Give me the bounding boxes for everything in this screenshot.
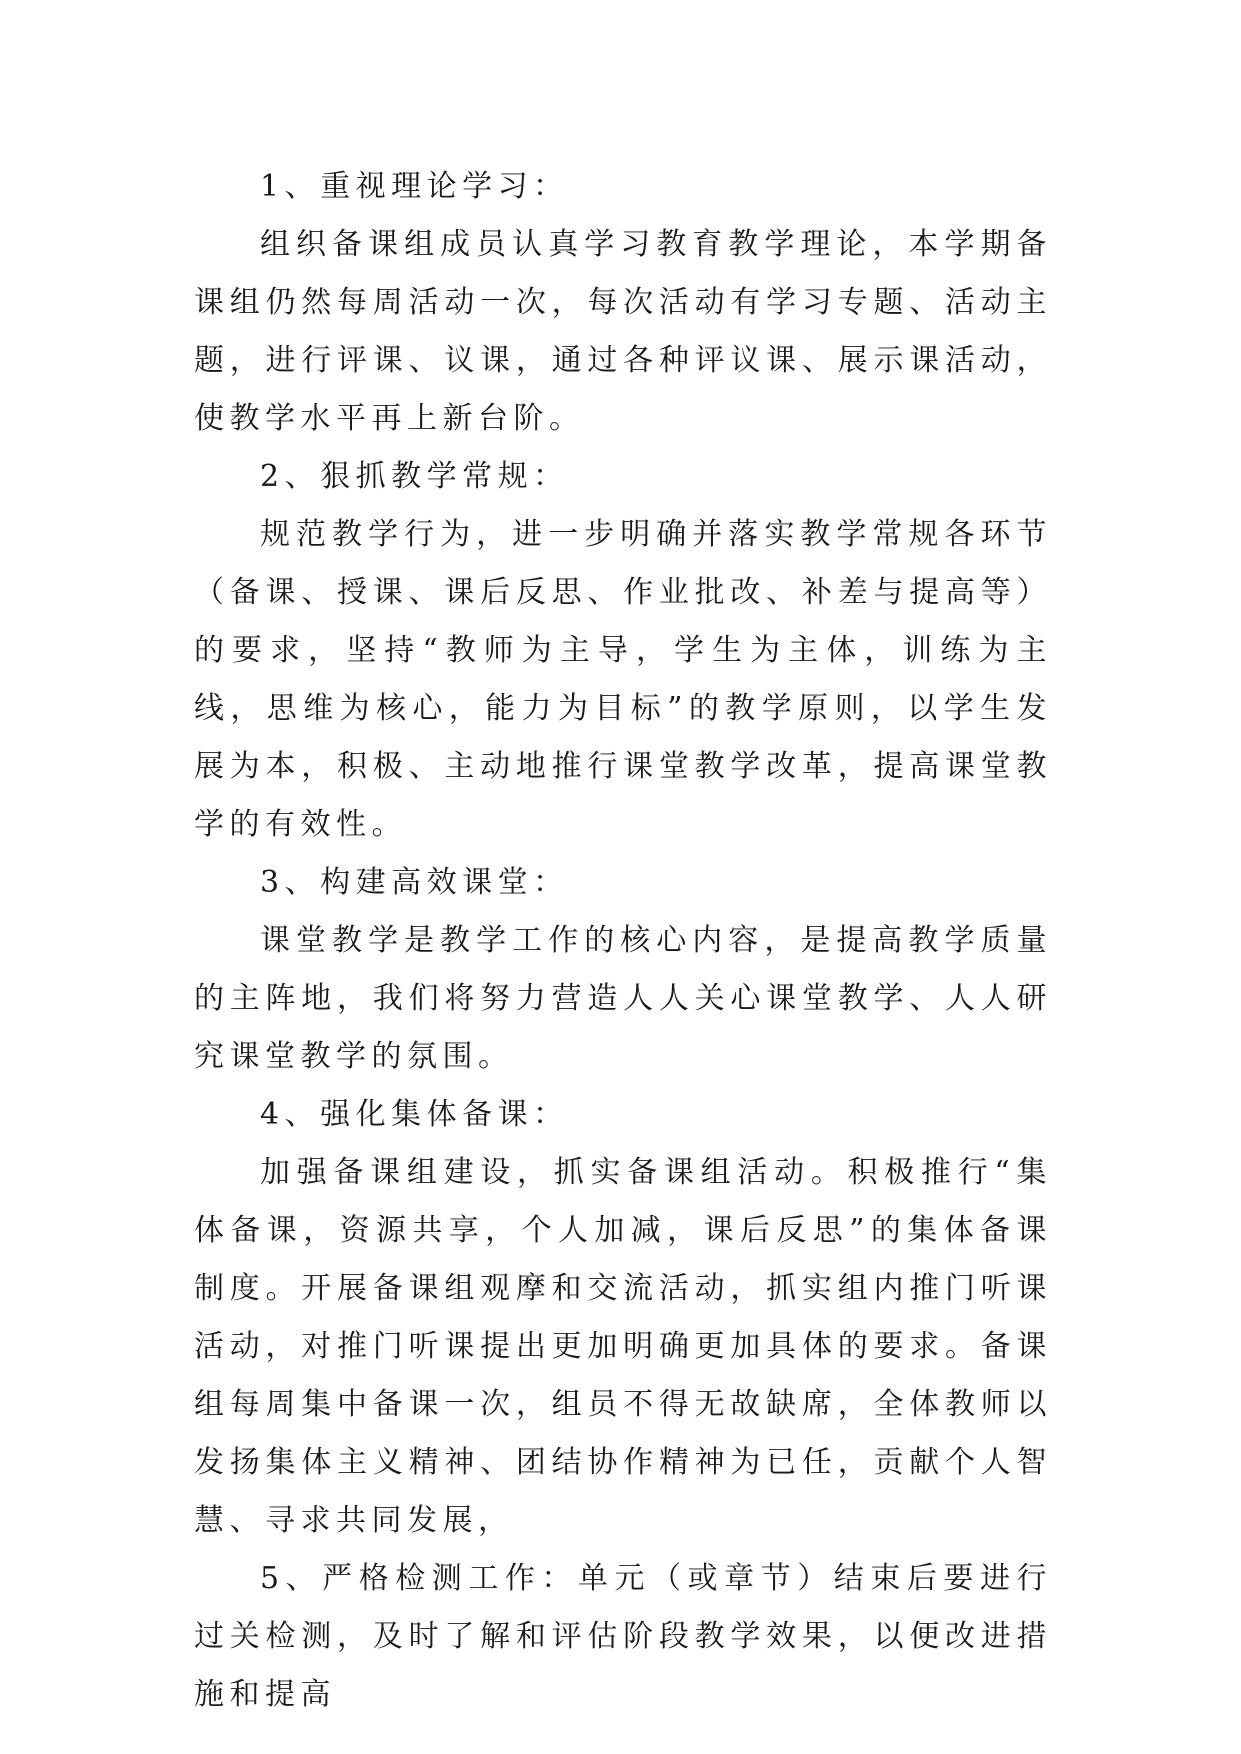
paragraph-efficient-classroom: 课堂教学是教学工作的核心内容，是提高教学质量的主阵地，我们将努力营造人人关心课堂教学、人人研究课堂教学的氛围。 <box>194 923 1052 1074</box>
paragraph-teaching-routine: 规范教学行为，进一步明确并落实教学常规各环节（备课、授课、课后反思、作业批改、补差与提高等）的要求，坚持“教师为主导，学生为主体，训练为主线，思维为核心，能力为目标”的教学原则，以学生发展为本，积极、主动地推行课堂教学改革，提高课堂教学的有效性。 <box>194 517 1052 842</box>
section-heading-4: 4、强化集体备课： <box>260 1097 569 1132</box>
section-heading-2: 2、狠抓教学常规： <box>260 459 569 494</box>
paragraph-strict-testing: 5、严格检测工作：单元（或章节）结束后要进行过关检测，及时了解和评估阶段教学效果，以便改进措施和提高 <box>194 1561 1052 1712</box>
section-heading-3: 3、构建高效课堂： <box>260 865 569 900</box>
paragraph-theory-study: 组织备课组成员认真学习教育教学理论，本学期备课组仍然每周活动一次，每次活动有学习专题、活动主题，进行评课、议课，通过各种评议课、展示课活动，使教学水平再上新台阶。 <box>194 227 1052 436</box>
section-heading-1: 1、重视理论学习： <box>260 169 569 204</box>
document-body <box>194 158 1052 1724</box>
paragraph-collective-lesson-prep: 加强备课组建设，抓实备课组活动。积极推行“集体备课，资源共享，个人加减，课后反思”的集体备课制度。开展备课组观摩和交流活动，抓实组内推门听课活动，对推门听课提出更加明确更加具体的要求。备课组每周集中备课一次，组员不得无故缺席，全体教师以发扬集体主义精神、团结协作精神为已任，贡献个人智慧、寻求共同发展， <box>194 1155 1052 1538</box>
